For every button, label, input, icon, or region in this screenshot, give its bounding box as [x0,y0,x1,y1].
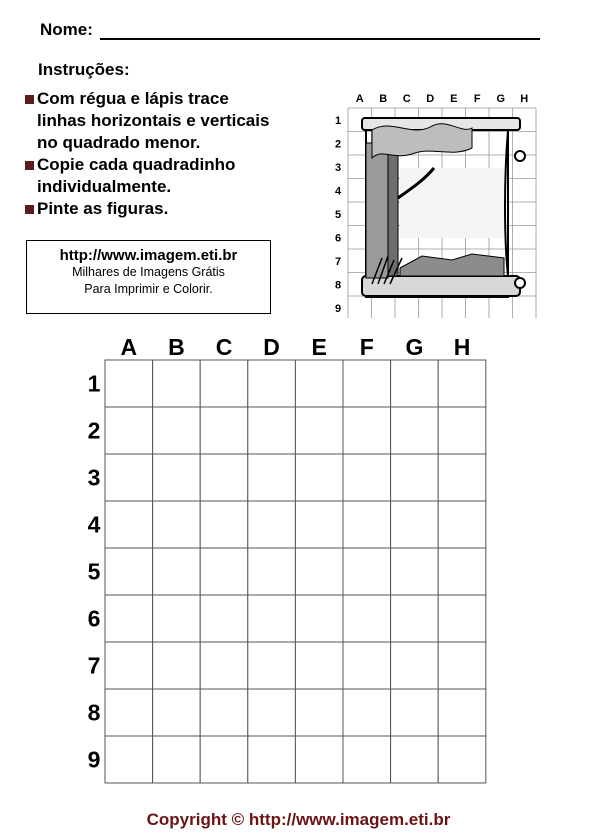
ref-col-label: A [355,93,364,105]
instruction-line: linhas horizontais e verticais [37,111,270,130]
site-tagline-1: Milhares de Imagens Grátis [72,265,225,279]
ref-row-label: 5 [334,208,342,221]
ref-row-label: 4 [334,185,342,198]
name-label: Nome: [40,20,93,39]
site-url[interactable]: http://www.imagem.eti.br [59,247,238,264]
ref-col-label: D [426,93,435,105]
drawing-grid-svg [80,333,500,788]
grid-cell[interactable] [105,454,153,501]
grid-cell[interactable] [295,736,343,783]
grid-cell[interactable] [438,595,486,642]
grid-cell[interactable] [391,736,439,783]
grid-cell[interactable] [343,407,391,454]
grid-row-label: 9 [87,746,101,773]
ref-col-label: C [402,93,411,105]
instruction-line: Com régua e lápis trace [37,89,229,108]
grid-cell[interactable] [105,407,153,454]
grid-row-label: 7 [87,652,101,679]
grid-cell[interactable] [391,360,439,407]
grid-cell[interactable] [153,642,201,689]
grid-cell[interactable] [153,595,201,642]
grid-col-label: E [311,334,327,360]
grid-col-label: C [215,334,233,360]
site-info-box [26,240,271,314]
grid-cell[interactable] [153,360,201,407]
grid-cell[interactable] [295,501,343,548]
grid-cell[interactable] [343,454,391,501]
bullet-icon [25,161,34,170]
grid-cell[interactable] [295,689,343,736]
grid-cell[interactable] [438,736,486,783]
reference-grid-svg [332,88,542,318]
grid-cell[interactable] [391,595,439,642]
grid-cell[interactable] [105,689,153,736]
ref-col-label: E [450,93,458,105]
grid-cell[interactable] [343,689,391,736]
grid-cell[interactable] [153,501,201,548]
grid-cell[interactable] [153,736,201,783]
grid-cell[interactable] [153,454,201,501]
grid-cell[interactable] [295,642,343,689]
grid-cell[interactable] [343,595,391,642]
bullet-icon [25,95,34,104]
grid-cell[interactable] [200,689,248,736]
grid-col-label: A [120,334,138,360]
ref-col-label: H [520,93,529,105]
bullet-icon [25,205,34,214]
grid-row-label: 5 [87,558,101,585]
ref-col-label: F [473,93,481,105]
ref-row-label: 3 [334,161,342,174]
grid-cell[interactable] [343,360,391,407]
reference-grid [332,88,542,318]
grid-cell[interactable] [438,642,486,689]
grid-cell[interactable] [391,642,439,689]
grid-cell[interactable] [105,501,153,548]
grid-cell[interactable] [343,548,391,595]
grid-cell[interactable] [391,689,439,736]
grid-cell[interactable] [248,548,296,595]
ref-row-label: 9 [334,302,342,315]
ref-row-label: 2 [334,138,342,151]
grid-col-label: H [453,334,471,360]
grid-cell[interactable] [248,642,296,689]
site-tagline-2: Para Imprimir e Colorir. [84,282,213,296]
grid-row-label: 3 [87,464,101,491]
grid-cell[interactable] [248,501,296,548]
grid-cell[interactable] [248,454,296,501]
grid-cell[interactable] [248,360,296,407]
ref-col-label: G [496,93,506,105]
grid-cell[interactable] [343,501,391,548]
grid-cell[interactable] [391,501,439,548]
grid-cell[interactable] [248,689,296,736]
grid-cell[interactable] [200,501,248,548]
grid-cell[interactable] [391,548,439,595]
grid-cell[interactable] [248,595,296,642]
grid-cell[interactable] [391,454,439,501]
ref-col-label: B [379,93,388,105]
grid-row-label: 4 [87,511,101,538]
ref-row-label: 6 [334,232,342,245]
ref-row-label: 1 [334,114,342,127]
grid-cell[interactable] [438,454,486,501]
grid-col-label: B [168,334,185,360]
grid-cell[interactable] [200,407,248,454]
instruction-line: Pinte as figuras. [37,199,169,218]
instruction-line: no quadrado menor. [37,133,201,152]
grid-cell[interactable] [105,360,153,407]
grid-col-label: G [405,334,424,360]
grid-cell[interactable] [200,454,248,501]
grid-row-label: 8 [87,699,101,726]
grid-cell[interactable] [438,407,486,454]
grid-cell[interactable] [105,548,153,595]
drawing-grid [80,333,500,788]
grid-cell[interactable] [200,642,248,689]
grid-cell[interactable] [200,595,248,642]
grid-cell[interactable] [105,736,153,783]
grid-cell[interactable] [153,407,201,454]
ref-row-label: 7 [334,255,342,268]
grid-cell[interactable] [295,595,343,642]
instruction-line: individualmente. [37,177,172,196]
grid-cell[interactable] [105,642,153,689]
grid-cell[interactable] [295,360,343,407]
grid-cell[interactable] [295,454,343,501]
grid-cell[interactable] [105,595,153,642]
ref-row-label: 8 [334,279,342,292]
grid-row-label: 1 [87,370,101,397]
copyright-footer: Copyright © http://www.imagem.eti.br [146,810,451,829]
grid-cell[interactable] [153,689,201,736]
letter-c-illustration [362,118,525,297]
grid-cell[interactable] [153,548,201,595]
grid-cell[interactable] [200,360,248,407]
grid-cell[interactable] [438,501,486,548]
grid-cell[interactable] [438,360,486,407]
grid-cell[interactable] [438,689,486,736]
grid-cell[interactable] [343,736,391,783]
name-line[interactable] [100,38,540,40]
grid-cell[interactable] [343,642,391,689]
grid-cell[interactable] [295,407,343,454]
grid-row-label: 2 [87,417,101,444]
grid-cell[interactable] [438,548,486,595]
grid-cell[interactable] [295,548,343,595]
grid-col-label: F [359,334,374,360]
grid-cell[interactable] [200,548,248,595]
grid-cell[interactable] [248,407,296,454]
grid-cell[interactable] [391,407,439,454]
instruction-line: Copie cada quadradinho [37,155,236,174]
grid-row-label: 6 [87,605,101,632]
instructions-title: Instruções: [38,60,130,79]
grid-cell[interactable] [248,736,296,783]
grid-col-label: D [263,334,280,360]
grid-cell[interactable] [200,736,248,783]
